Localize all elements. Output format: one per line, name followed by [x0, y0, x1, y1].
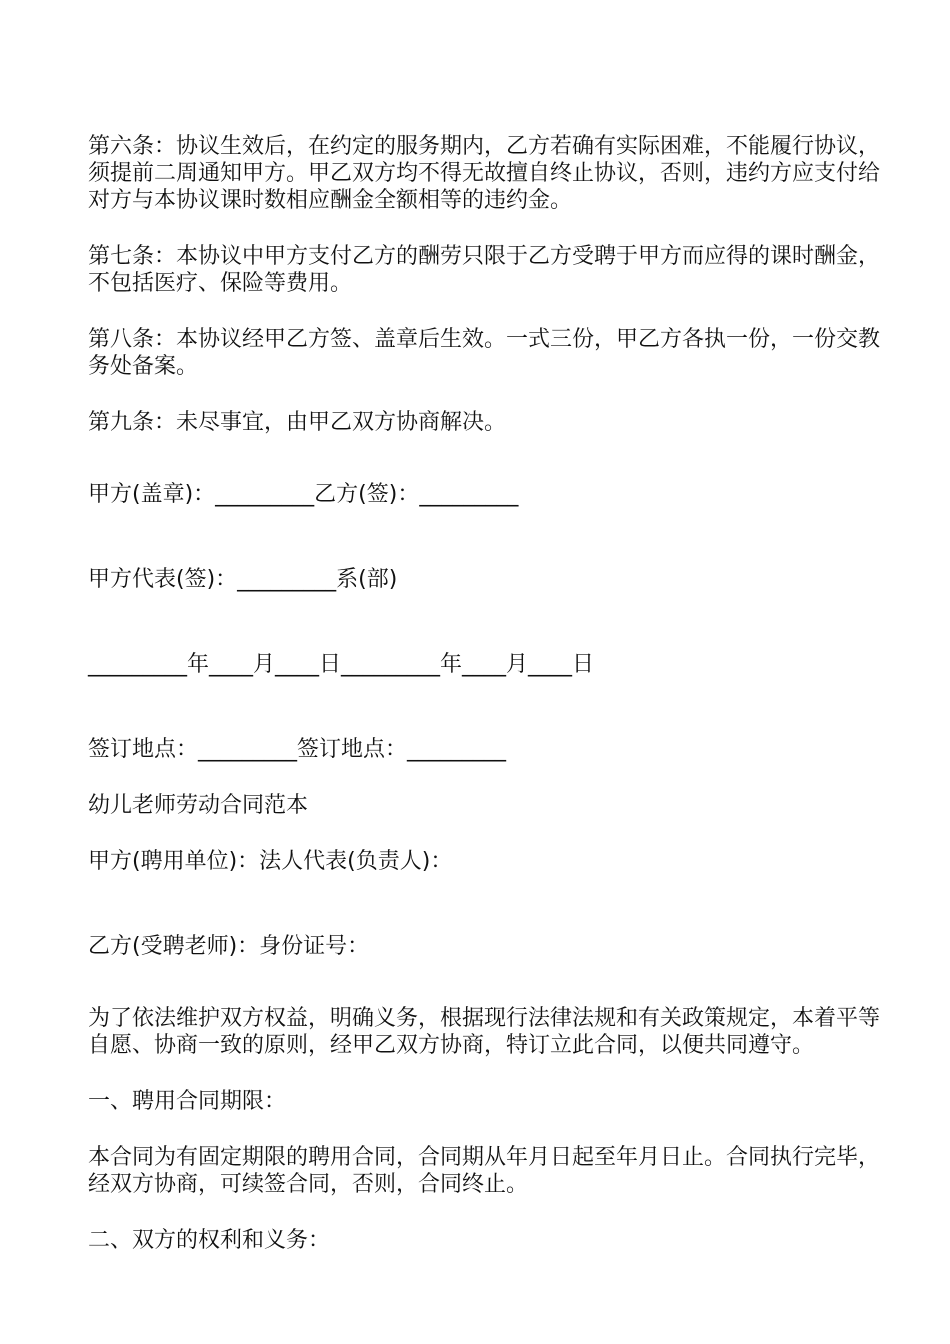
- article-9: 第九条：未尽事宜，由甲乙双方协商解决。: [88, 410, 507, 435]
- article-6: 第六条：协议生效后，在约定的服务期内，乙方若确有实际困难，不能履行协议，须提前二周通知甲方。甲乙双方均不得无故擅自终止协议，否则，违约方应支付给对方与本协议课时数相应酬金全额相等的违约金。: [88, 134, 881, 213]
- section-2-heading: 二、双方的权利和义务：: [88, 1228, 331, 1253]
- document-page: [88, 133, 888, 1254]
- signing-place-line: 签订地点：_________签订地点：_________: [88, 737, 507, 762]
- party-b-line: 乙方(受聘老师)：身份证号：: [88, 934, 370, 959]
- contract-preamble: 为了依法维护双方权益，明确义务，根据现行法律法规和有关政策规定，本着平等自愿、协商一致的原则，经甲乙双方协商，特订立此合同，以便共同遵守。: [88, 1006, 881, 1058]
- signature-representative-line: 甲方代表(签)：_________系(部): [88, 567, 398, 592]
- signature-date-line: _________年____月____日_________年____月____日: [88, 652, 595, 677]
- article-8: 第八条：本协议经甲乙方签、盖章后生效。一式三份，甲乙方各执一份，一份交教务处备案。: [88, 327, 881, 379]
- article-7: 第七条：本协议中甲方支付乙方的酬劳只限于乙方受聘于甲方而应得的课时酬金，不包括医疗、保险等费用。: [88, 244, 881, 296]
- contract-title: 幼儿老师劳动合同范本: [88, 793, 309, 818]
- section-1-heading: 一、聘用合同期限：: [88, 1089, 287, 1114]
- signature-party-line: 甲方(盖章)：_________乙方(签)：_________: [88, 482, 519, 507]
- section-1-body: 本合同为有固定期限的聘用合同，合同期从年月日起至年月日止。合同执行完毕，经双方协商，可续签合同，否则，合同终止。: [88, 1145, 881, 1197]
- party-a-line: 甲方(聘用单位)：法人代表(负责人)：: [88, 849, 453, 874]
